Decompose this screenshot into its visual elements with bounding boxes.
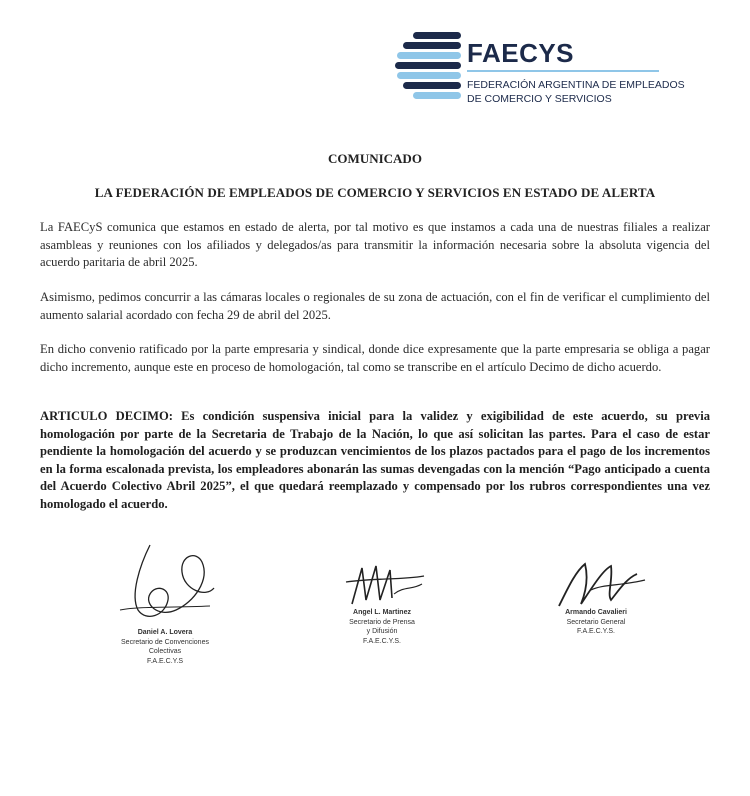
signature-block-martinez — [322, 560, 442, 646]
signer-org: F.A.E.C.Y.S. — [577, 628, 615, 635]
signer-name: Armando Cavalieri — [565, 609, 627, 616]
signer-role-cont: y Difusión — [366, 628, 398, 635]
handwritten-signature-icon — [332, 560, 432, 608]
brand-subtitle-line-2: DE COMERCIO Y SERVICIOS — [467, 93, 612, 105]
signer-role: Secretario de Convenciones — [121, 638, 209, 646]
signer-name: Angel L. Martinez — [353, 609, 411, 616]
paragraph-1: La FAECyS comunica que estamos en estado de alerta, por tal motivo es que instamos a cada una de nuestras filiales a realizar asambleas y reuniones con los afiliados y delegados/as para transmitir la información necesaria sobre la absoluta vigencia del acuerdo paritaria de abril 2025. — [40, 220, 710, 269]
document-label: COMUNICADO — [328, 151, 422, 166]
brand-name: FAECYS — [467, 38, 575, 68]
signature-block-cavalieri — [536, 560, 656, 637]
paragraph-article-decimo: ARTICULO DECIMO: Es condición suspensiva inicial para la validez y exigibilidad de este acuerdo, su previa homologación por parte de la Secretaria de Trabajo de la Nación, lo que así solicitan las partes. Para el caso de estar pendiente la homologación del acuerdo y se produzcan vencimientos de los plazos pactados para el pago de los incrementos en la forma escalonada prevista, los empleadores abonarán las sumas devengadas con la mención “Pago anticipado a cuenta del Acuerdo Colectivo Abril 2025”, el que quedará reemplazado y compensado por los rubros correspondientes una vez homologado el acuerdo. — [40, 409, 710, 511]
signer-role: Secretario de Prensa — [349, 618, 415, 626]
signer-org: F.A.E.C.Y.S — [146, 657, 184, 665]
paragraph-2: Asimismo, pedimos concurrir a las cámaras locales o regionales de su zona de actuación, con el fin de verificar el cumplimiento del aumento salarial acordado con fecha 29 de abril del 2025. — [40, 290, 710, 322]
brand-subtitle — [467, 78, 685, 106]
paragraph-3: En dicho convenio ratificado por la parte empresaria y sindical, donde dice expresamente que la parte empresaria se obliga a pagar dicho incremento, aunque este en proceso de homologación, tal como se transcribe en el artículo Decimo de dicho acuerdo. — [40, 342, 710, 374]
faecys-emblem-icon — [393, 26, 465, 108]
handwritten-signature-icon — [541, 560, 651, 608]
document-headline: LA FEDERACIÓN DE EMPLEADOS DE COMERCIO Y SERVICIOS EN ESTADO DE ALERTA — [94, 185, 656, 200]
handwritten-signature-icon — [110, 540, 220, 628]
signer-name: Daniel A. Lovera — [137, 629, 193, 636]
signer-role: Secretario General — [566, 618, 626, 626]
faecys-logo — [393, 26, 693, 116]
brand-subtitle-line-1: FEDERACIÓN ARGENTINA DE EMPLEADOS — [467, 79, 685, 91]
brand-divider — [467, 70, 659, 72]
signer-role-cont: Colectivas — [148, 648, 182, 655]
signer-org: F.A.E.C.Y.S. — [363, 637, 401, 645]
signature-block-lovera — [100, 540, 230, 666]
